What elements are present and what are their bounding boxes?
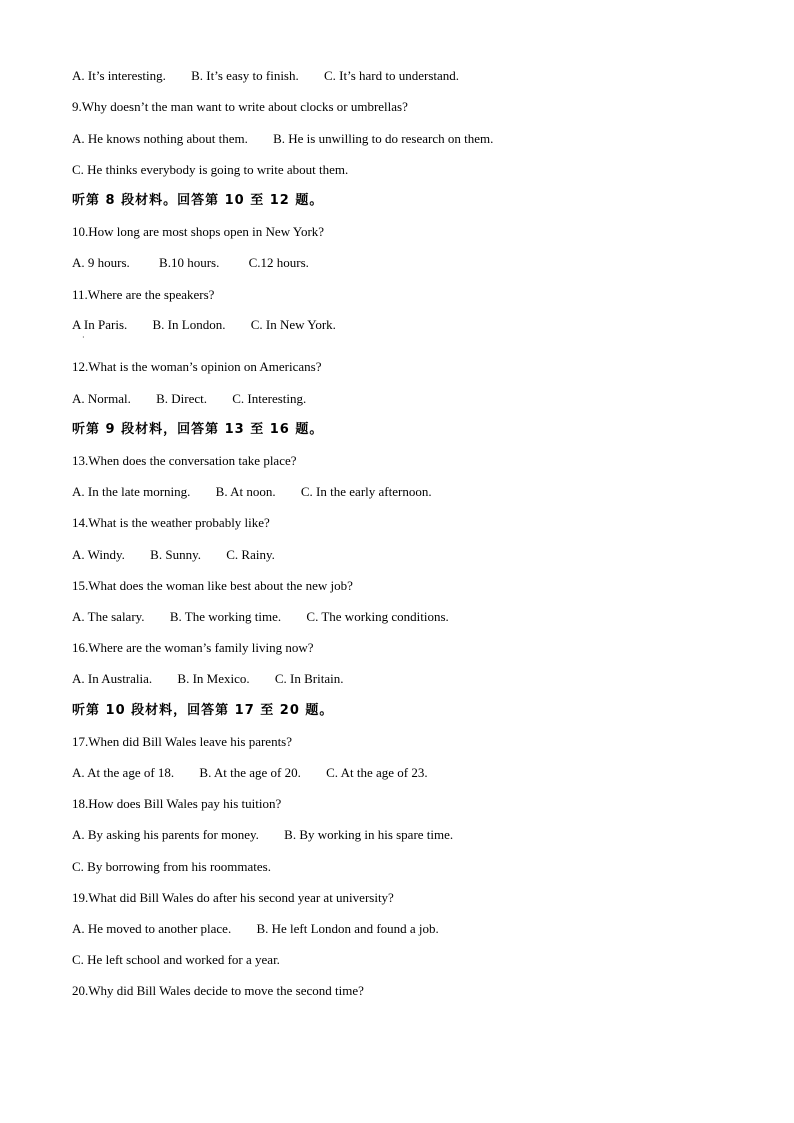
option-c: C. The working conditions. xyxy=(306,609,449,624)
options-q12 xyxy=(72,391,306,407)
option-a: A. In the late morning. xyxy=(72,484,191,499)
question-14: 14.What is the weather probably like? xyxy=(72,515,270,530)
option-b: B. Sunny. xyxy=(150,547,201,562)
question-15: 15.What does the woman like best about the new job? xyxy=(72,578,353,593)
option-c: C. By borrowing from his roommates. xyxy=(72,859,271,874)
option-c: C. In New York. xyxy=(250,317,336,332)
option-a: A. It’s interesting. xyxy=(72,68,166,83)
option-c: C. Rainy. xyxy=(226,547,275,562)
options-q15 xyxy=(72,609,449,625)
option-a: A. By asking his parents for money. xyxy=(72,827,259,842)
option-b: B. By working in his spare time. xyxy=(284,827,454,842)
section-heading-10: 听第 10 段材料，回答第 17 至 20 题。 xyxy=(72,703,334,718)
question-12: 12.What is the woman’s opinion on Americans? xyxy=(72,359,322,374)
options-q9-ab xyxy=(72,131,493,147)
section-heading-8: 听第 8 段材料。回答第 10 至 12 题。 xyxy=(72,193,324,208)
option-c: C. In the early afternoon. xyxy=(300,484,432,499)
option-c: C.12 hours. xyxy=(248,255,309,270)
option-c: C. Interesting. xyxy=(232,391,307,406)
option-a: A. He moved to another place. xyxy=(72,921,232,936)
options-q11 xyxy=(72,317,336,333)
option-b: B.10 hours. xyxy=(159,255,220,270)
dot-mark: · xyxy=(82,333,85,342)
options-q16 xyxy=(72,671,343,687)
options-q10 xyxy=(72,255,309,271)
option-b: B. Direct. xyxy=(156,391,208,406)
option-a: A. In Australia. xyxy=(72,671,153,686)
options-q8 xyxy=(72,68,459,84)
option-c: C. It’s hard to understand. xyxy=(324,68,460,83)
option-b: B. In Mexico. xyxy=(177,671,250,686)
option-a: A. 9 hours. xyxy=(72,255,130,270)
question-20: 20.Why did Bill Wales decide to move the second time? xyxy=(72,983,364,998)
options-q17 xyxy=(72,765,428,781)
option-c: C. He left school and worked for a year. xyxy=(72,952,280,967)
option-c: C. He thinks everybody is going to write about them. xyxy=(72,162,349,177)
option-b: B. At noon. xyxy=(215,484,276,499)
option-a: A. Normal. xyxy=(72,391,131,406)
question-16: 16.Where are the woman’s family living now? xyxy=(72,640,314,655)
question-19: 19.What did Bill Wales do after his second year at university? xyxy=(72,890,394,905)
option-a: A. Windy. xyxy=(72,547,125,562)
option-b: B. At the age of 20. xyxy=(199,765,301,780)
question-11: 11.Where are the speakers? xyxy=(72,287,215,302)
option-b: B. The working time. xyxy=(169,609,282,624)
options-q18-ab xyxy=(72,827,453,843)
option-b: B. He is unwilling to do research on them. xyxy=(273,131,494,146)
option-a: A In Paris. xyxy=(72,317,128,332)
option-c: C. At the age of 23. xyxy=(326,765,428,780)
option-a: A. The salary. xyxy=(72,609,145,624)
question-18: 18.How does Bill Wales pay his tuition? xyxy=(72,796,282,811)
question-9: 9.Why doesn’t the man want to write about clocks or umbrellas? xyxy=(72,99,408,114)
option-a: A. At the age of 18. xyxy=(72,765,175,780)
question-17: 17.When did Bill Wales leave his parents? xyxy=(72,734,293,749)
options-q14 xyxy=(72,547,275,563)
option-b: B. He left London and found a job. xyxy=(256,921,439,936)
section-heading-9: 听第 9 段材料，回答第 13 至 16 题。 xyxy=(72,422,324,437)
option-b: B. It’s easy to finish. xyxy=(191,68,299,83)
question-10: 10.How long are most shops open in New York? xyxy=(72,224,325,239)
option-b: B. In London. xyxy=(152,317,226,332)
options-q13 xyxy=(72,484,432,500)
option-c: C. In Britain. xyxy=(274,671,344,686)
question-13: 13.When does the conversation take place? xyxy=(72,453,297,468)
option-a: A. He knows nothing about them. xyxy=(72,131,248,146)
options-q19-ab xyxy=(72,921,439,937)
